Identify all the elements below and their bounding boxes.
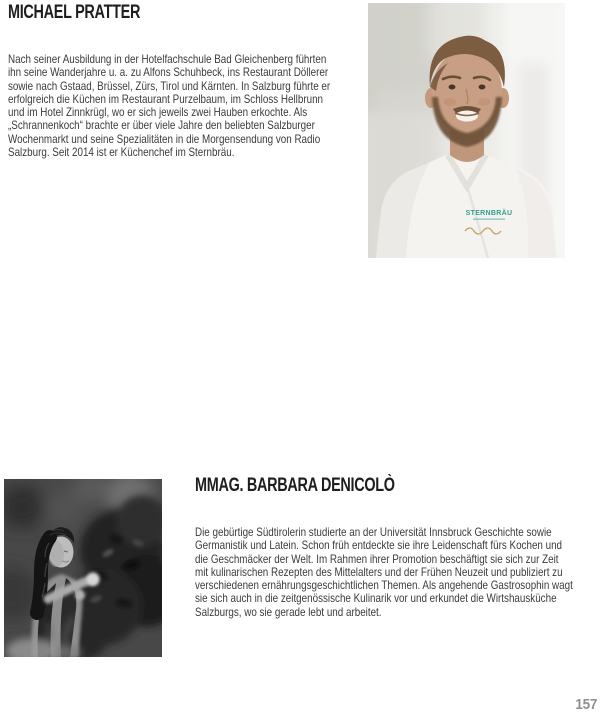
bio-text-line: Die gebürtige Südtirolerin studierte an der Universität Innsbruck Geschichte sowie <box>195 525 552 539</box>
bio-text-line: Wochenmarkt und seine Spezialitäten in die Morgensendung von Radio <box>8 131 321 146</box>
photo-michael-pratter <box>368 3 565 258</box>
bio-text-line: mit kulinarischen Rezepten des Mittelalters und der Frühen Neuzeit und publiziert zu <box>195 564 563 579</box>
chef-jacket-logo-subline <box>473 219 505 220</box>
bio-text-line: und im Hotel Zinnkrügl, wo er sich jeweils zwei Hauben erkochte. Als <box>8 105 308 120</box>
bio-text-line: Salzburgs, wo sie gerade lebt und arbeitet. <box>195 604 382 619</box>
bio-text-line: die Geschmäcker der Welt. Im Rahmen ihrer Promotion beschäftigt sie sich zur Zeit <box>195 551 559 566</box>
barbara-portrait-illustration <box>4 479 162 657</box>
bio-paragraph-barbara-denicolo <box>195 526 573 619</box>
chef-jacket-logo-text: STERNBRÄU <box>465 210 513 217</box>
bio-text-line: Salzburg. Seit 2014 ist er Küchenchef im Sternbräu. <box>8 145 235 160</box>
bio-paragraph-michael-pratter <box>8 53 330 159</box>
photo-barbara-denicolo <box>4 479 162 657</box>
bio-text-line: ihn seine Wanderjahre u. a. zu Alfons Schuhbeck, ins Restaurant Döllerer <box>8 65 329 80</box>
bio-text-line: erfolgreich die Küchen im Restaurant Purzelbaum, im Schloss Hellbrunn <box>8 91 324 106</box>
bio-text-line: „Schrannenkoch“ brachte er über viele Jahre den beliebten Salzburger <box>8 118 315 133</box>
bio-title-barbara-denicolo: MMAG. BARBARA DENICOLÒ <box>195 475 395 496</box>
page-number: 157 <box>575 696 597 713</box>
bio-text-line: Nach seiner Ausbildung in der Hotelfachschule Bad Gleichenberg führten <box>8 52 327 66</box>
bio-text-line: sie sich auch in die zeitgenössische Kulinarik vor und erkundet die Wirtshausküche <box>195 591 557 606</box>
chef-portrait-illustration <box>368 3 565 258</box>
bio-text-line: verschiedenen ernährungsgeschichtlichen Themen. Als angehende Gastrosophin wagt <box>195 578 573 593</box>
bio-text-line: Germanistik und Latein. Schon früh entdeckte sie ihre Leidenschaft fürs Kochen und <box>195 538 563 553</box>
bio-title-michael-pratter: MICHAEL PRATTER <box>8 2 141 23</box>
bio-text-line: sowie nach Gstaad, Brüssel, Zürs, Tirol und Kärnten. In Salzburg führte er <box>8 78 331 93</box>
